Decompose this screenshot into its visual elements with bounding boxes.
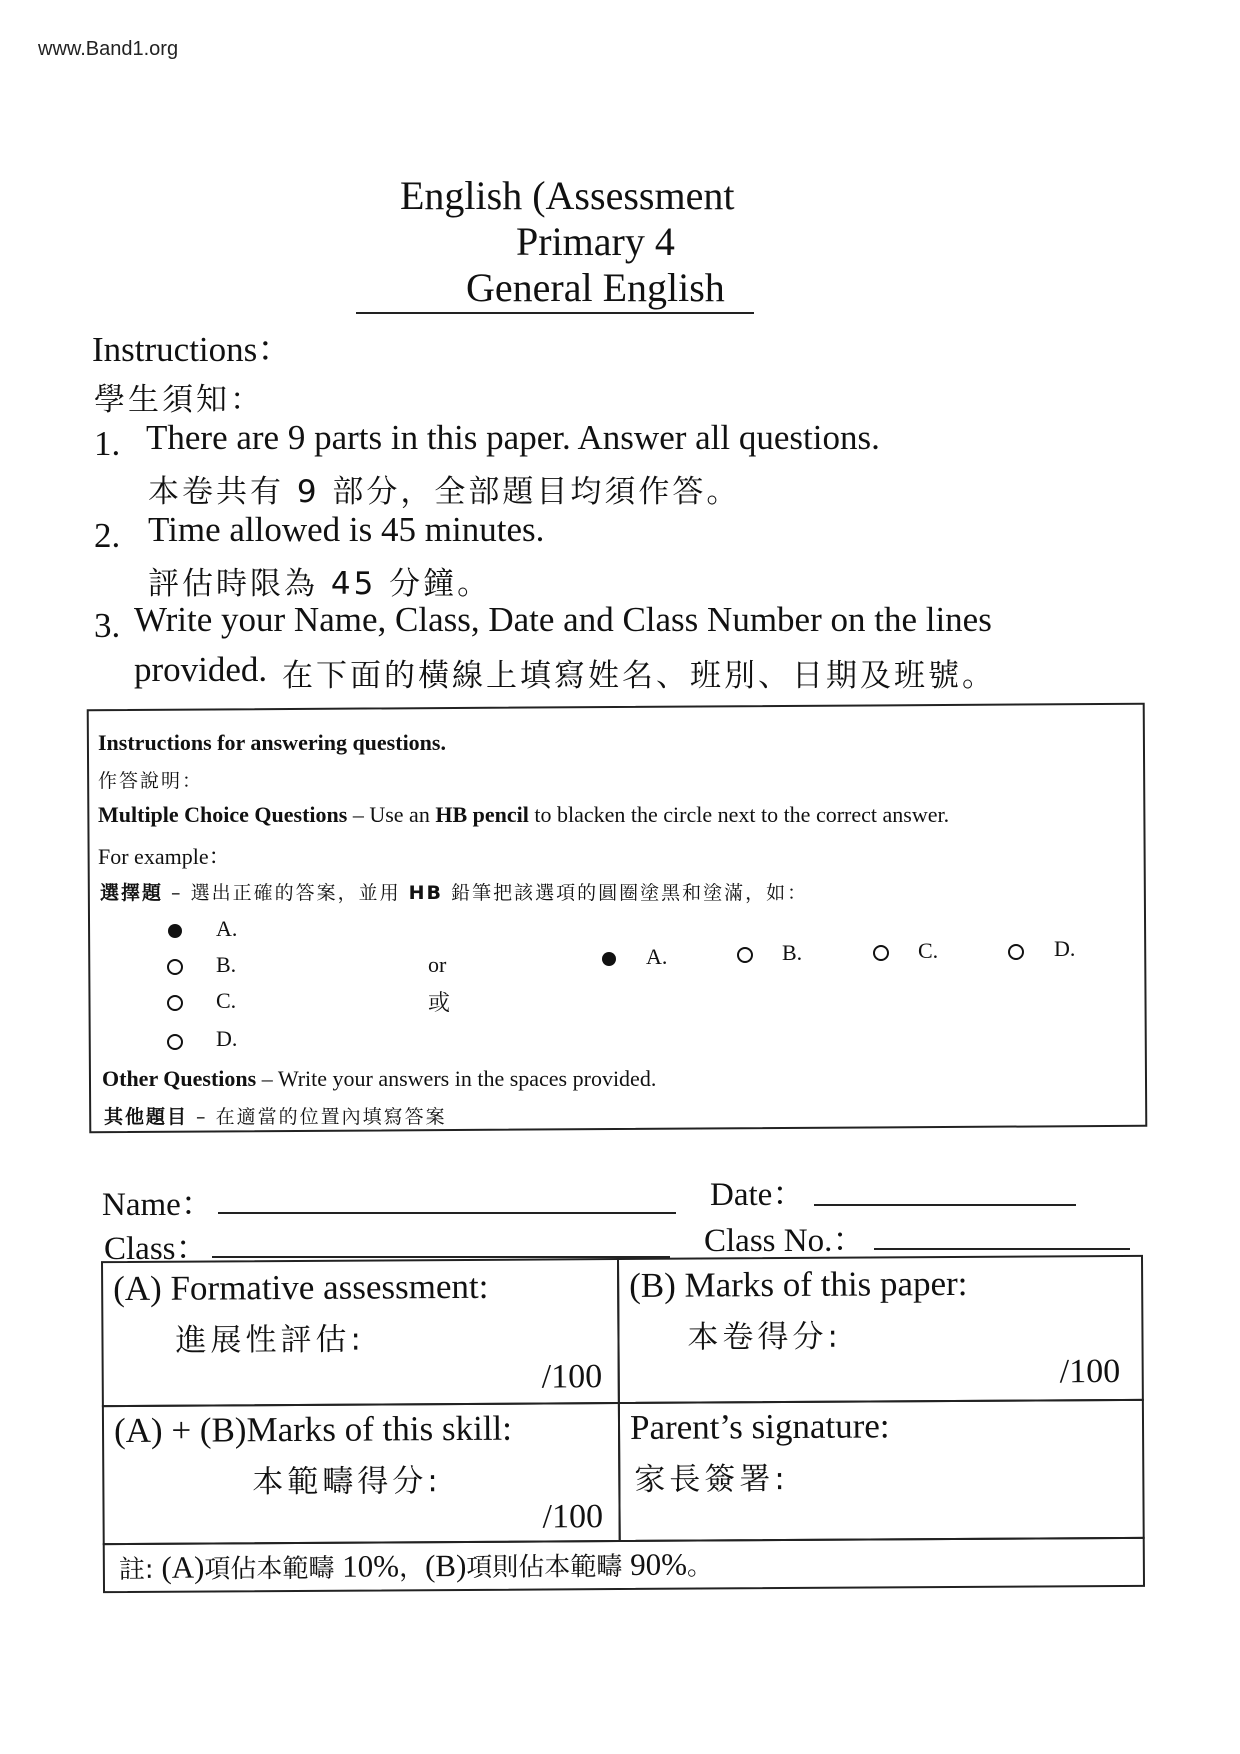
example-empty-circle [167,995,183,1011]
parent-signature-label: Parent’s signature: [629,1406,890,1447]
date-label: Date： [710,1177,806,1213]
instructions-heading: Instructions： [92,330,293,369]
header-level: Primary 4 [516,219,675,264]
example-option-c: C. [216,988,237,1013]
formative-assessment-total: /100 [541,1358,603,1396]
paper-marks-total: /100 [1059,1352,1121,1391]
skill-marks-cell[interactable] [102,1402,621,1545]
instruction-3-zh: 在下面的橫線上填寫姓名、班別、日期及班號。 [282,658,996,694]
instruction-1-text: There are 9 parts in this paper. Answer all questions. [146,418,880,457]
name-label: Name： [102,1187,214,1223]
example-empty-circle [737,947,753,963]
example-option-b: B. [782,940,803,965]
answer-box-title: Instructions for answering questions. [98,730,446,755]
example-option-a: A. [216,916,238,941]
skill-marks-total: /100 [542,1498,604,1536]
example-option-d: D. [1054,936,1076,961]
weighting-note: 註: (A)項佔本範疇 10%，(B)項則佔本範疇 90%。 [118,1546,714,1586]
example-option-c: C. [918,938,939,963]
marks-table [101,1255,1145,1591]
instruction-1-num: 1. [94,424,121,463]
example-option-d: D. [216,1026,238,1051]
weighting-note-cell [103,1537,1145,1593]
skill-marks-label-zh: 本範疇得分: [252,1463,442,1501]
other-questions-instruction: Other Questions – Write your answers in the spaces provided. [102,1066,657,1091]
site-watermark: www.Band1.org [38,38,179,60]
header-paper: General English [466,265,725,310]
other-questions-instruction-zh: 其他題目 – 在適當的位置內填寫答案 [104,1106,447,1128]
date-input-line[interactable] [814,1204,1076,1206]
or-label: or [428,952,447,977]
example-option-b: B. [216,952,237,977]
instruction-2-num: 2. [94,516,121,555]
formative-assessment-label: (A) Formative assessment: [113,1266,489,1309]
example-filled-circle [602,952,616,966]
instruction-2-text: Time allowed is 45 minutes. [148,510,545,549]
parent-signature-cell[interactable] [618,1399,1145,1542]
class-no-input-line[interactable] [874,1248,1130,1250]
class-label: Class： [104,1231,209,1267]
instruction-3-text: Write your Name, Class, Date and Class Number on the lines [134,600,992,639]
or-label-zh: 或 [428,991,453,1016]
answer-box-title-zh: 作答說明： [98,770,204,792]
paper-marks-cell[interactable] [617,1255,1144,1404]
instruction-3-num: 3. [94,606,121,645]
header-subject: English (Assessment [400,173,735,218]
example-empty-circle [167,959,183,975]
instructions-heading-zh: 學生須知： [94,382,264,418]
parent-signature-label-zh: 家長簽署: [634,1460,789,1498]
formative-assessment-cell[interactable] [101,1258,620,1407]
instruction-1-zh: 本卷共有 9 部分，全部題目均須作答。 [148,474,741,510]
mcq-instruction: Multiple Choice Questions – Use an HB pencil to blacken the circle next to the correct answer. [98,802,950,827]
example-empty-circle [1008,944,1024,960]
paper-marks-label: (B) Marks of this paper: [629,1263,968,1305]
paper-marks-label-zh: 本卷得分: [687,1318,843,1356]
class-no-label: Class No.： [704,1223,866,1259]
instruction-2-zh: 評估時限為 45 分鐘。 [148,566,492,602]
example-option-a: A. [646,944,668,969]
name-input-line[interactable] [218,1212,676,1214]
header-underline [356,312,754,314]
example-label: For example： [98,844,231,869]
instruction-3-text-cont: provided. [134,650,268,689]
example-empty-circle [167,1034,183,1050]
mcq-instruction-zh: 選擇題 – 選出正確的答案，並用 HB 鉛筆把該選項的圓圈塗黑和塗滿，如： [100,882,809,904]
example-filled-circle [168,924,182,938]
formative-assessment-label-zh: 進展性評估: [175,1321,366,1359]
example-empty-circle [873,945,889,961]
skill-marks-label: (A) + (B)Marks of this skill: [113,1408,513,1451]
